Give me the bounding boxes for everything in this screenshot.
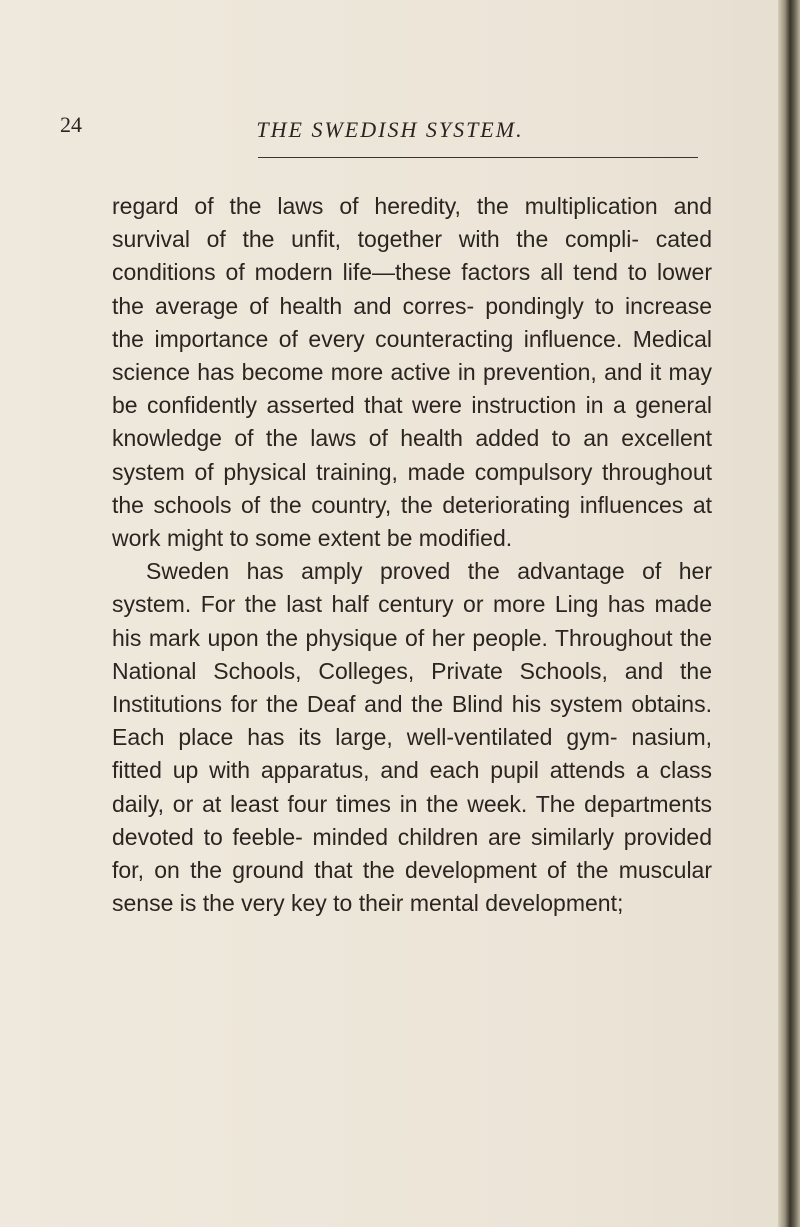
body-text: [112, 190, 712, 920]
paragraph-2: Sweden has amply proved the advantage of her system. For the last half century or more Ling has made his mark upon the physique of her people. Throughout the National Schools, Colleges, Private Schools, and the Institutions for the Deaf and the Blind his system obtains. Each place has its large, well-ventilated gym- nasium, fitted up with apparatus, and each pupil attends a class daily, or at least four times in the week. The departments devoted to feeble- minded children are similarly provided for, on the ground that the development of the muscular sense is the very key to their mental development;: [112, 558, 712, 917]
page-number: 24: [60, 112, 82, 137]
running-head: [60, 112, 720, 152]
paragraph-1: regard of the laws of heredity, the multiplication and survival of the unfit, together with the compli- cated conditions of modern life—these factors all tend to lower the average of health and corres- pondingly to increase the importance of every counteracting influence. Medical science has become more active in prevention, and it may be confidently asserted that were instruction in a general knowledge of the laws of health added to an excellent system of physical training, made compulsory throughout the schools of the country, the deteriorating influences at work might to some extent be modified.: [112, 193, 712, 552]
running-title: THE SWEDISH SYSTEM.: [256, 117, 524, 142]
header-rule: [258, 157, 698, 158]
binding-edge: [778, 0, 800, 1227]
